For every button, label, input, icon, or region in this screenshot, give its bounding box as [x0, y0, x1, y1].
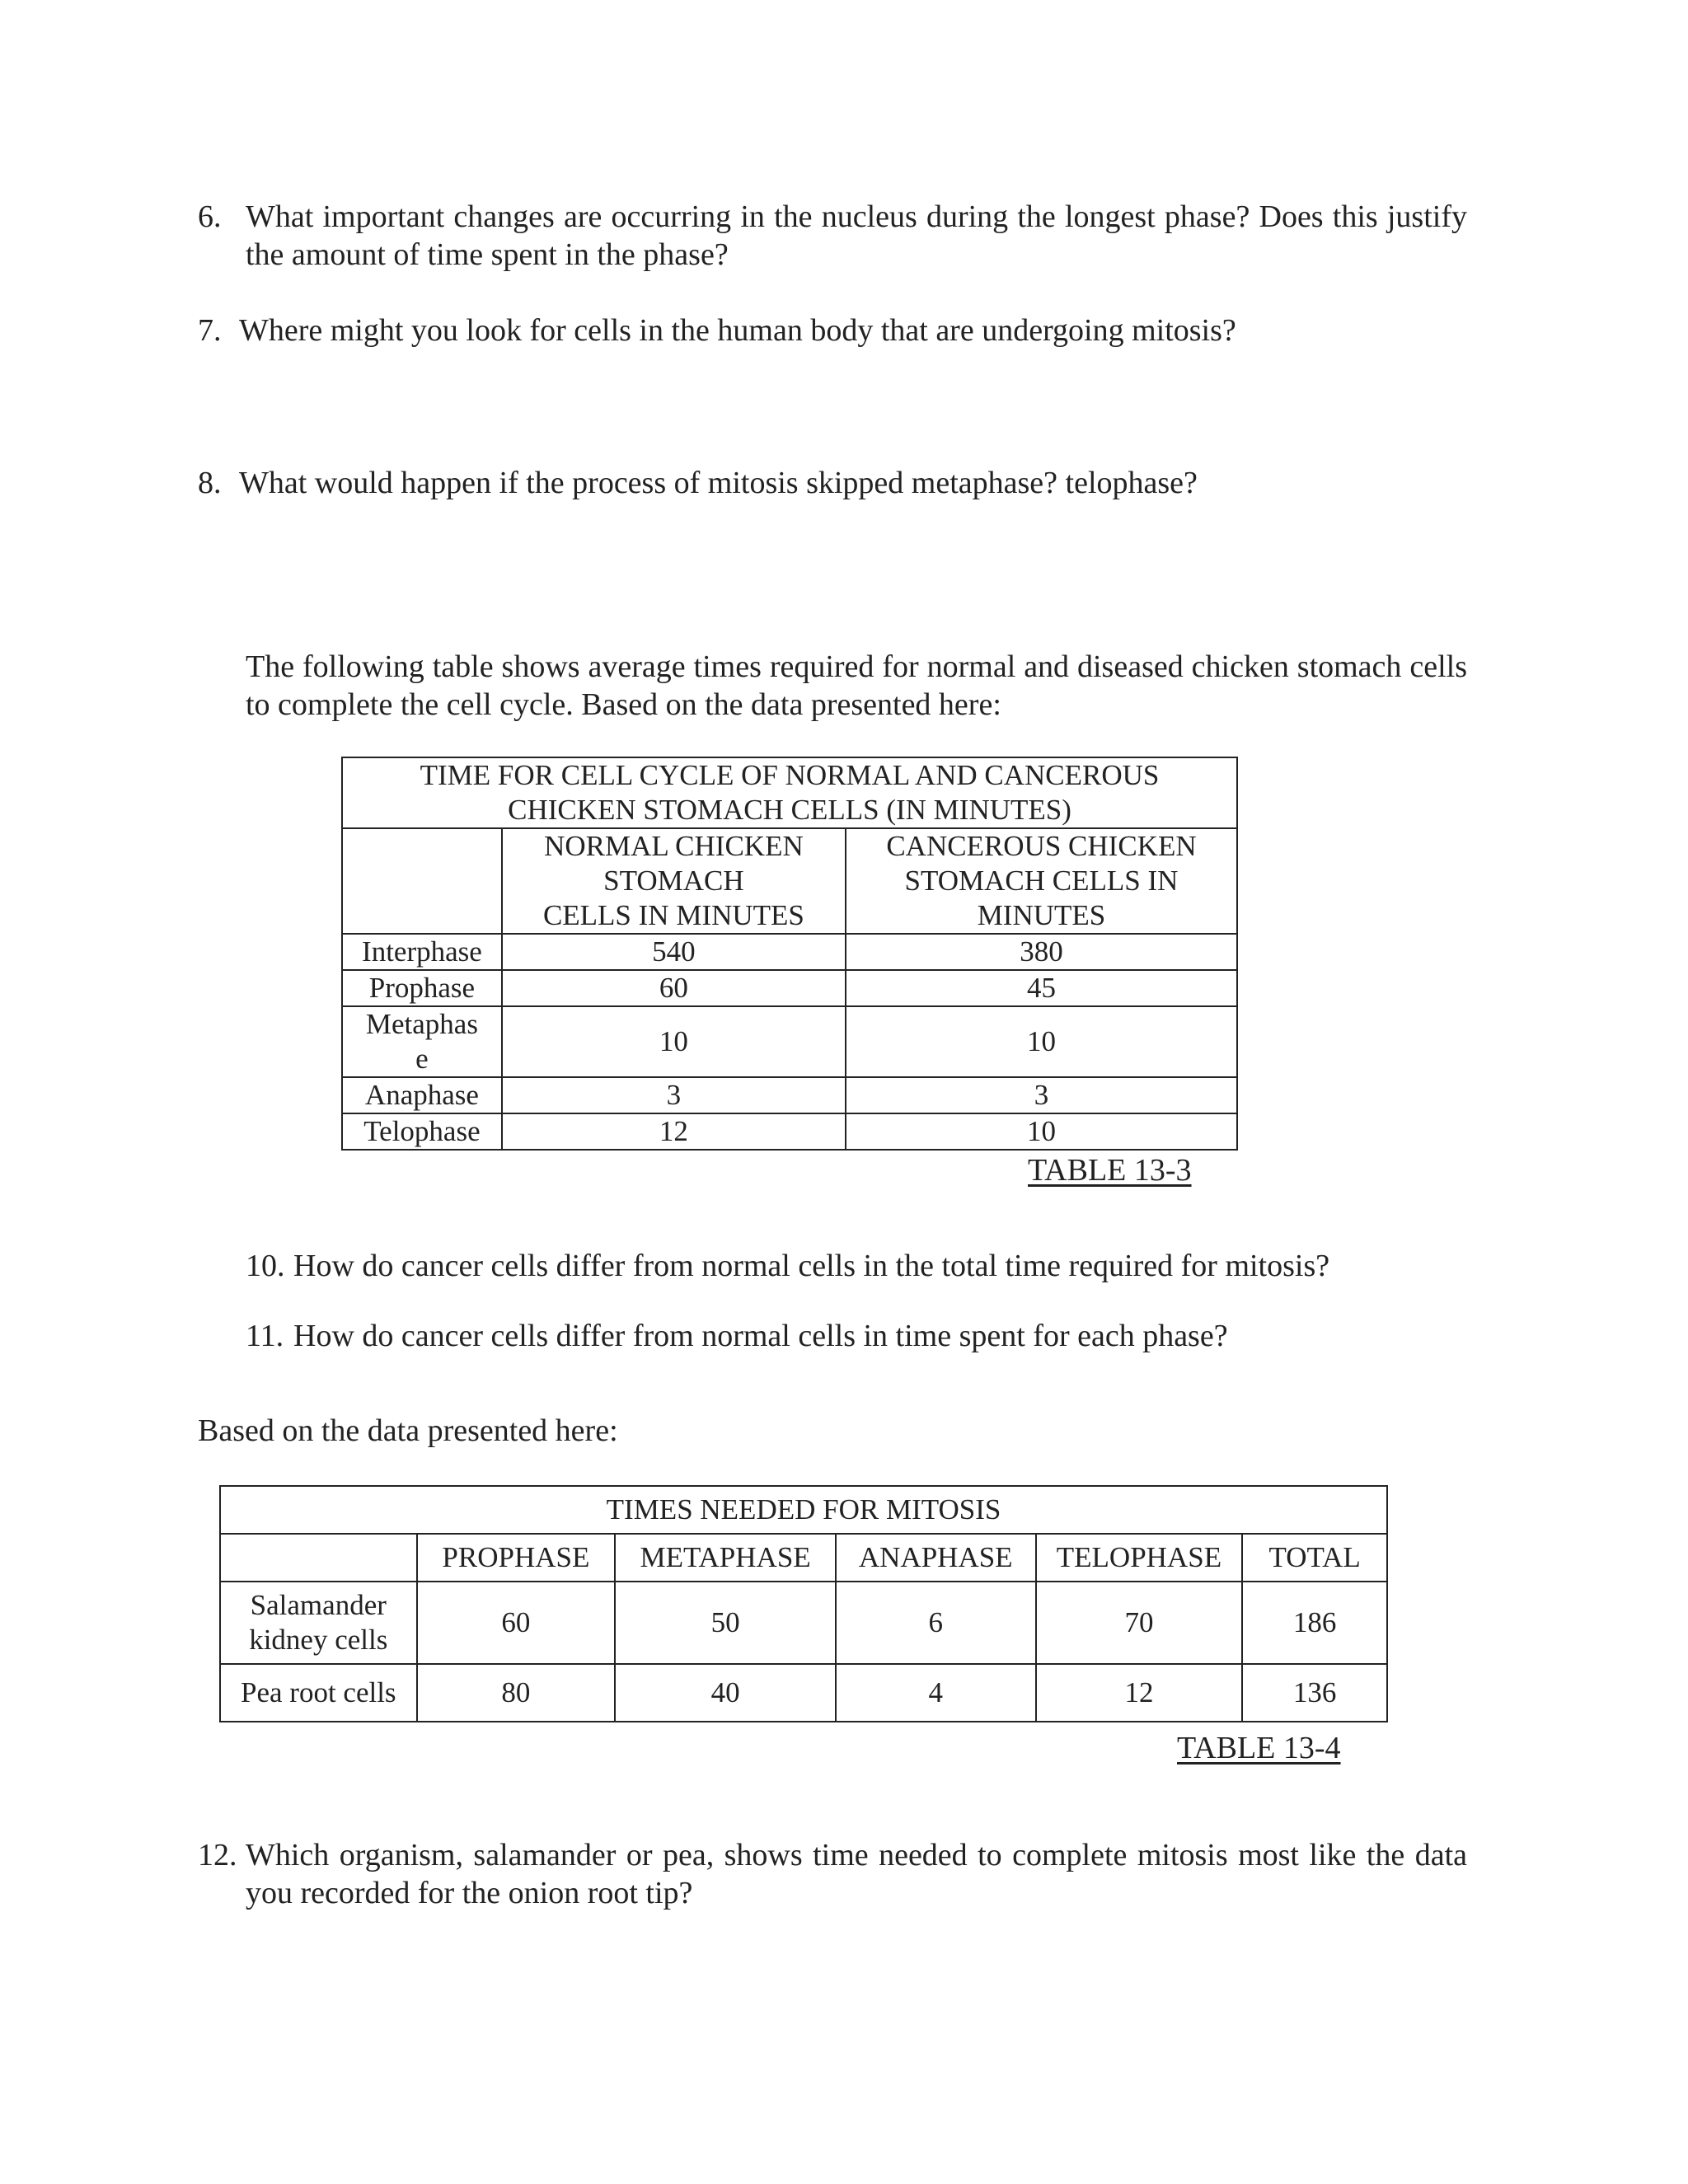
table1-phase-line1: Metaphas — [365, 1008, 478, 1040]
table1-title-row — [342, 757, 1237, 828]
table1-normal-cell: 3 — [502, 1077, 846, 1113]
table1-normal-cell: 60 — [502, 970, 846, 1006]
table2-header-metaphase: METAPHASE — [615, 1534, 836, 1582]
table-13-3 — [341, 757, 1238, 1151]
table-row — [342, 934, 1237, 970]
table1-title-line2: CHICKEN STOMACH CELLS (IN MINUTES) — [508, 794, 1071, 826]
question-6 — [198, 198, 1467, 274]
question-7-number: 7. — [198, 313, 222, 348]
table2-value-cell: 6 — [836, 1582, 1036, 1664]
question-8 — [198, 464, 1467, 502]
question-10-number: 10. — [246, 1249, 285, 1283]
table1-phase-cell: Telophase — [342, 1113, 502, 1150]
table1-header-normal — [502, 828, 846, 934]
table1-header-row — [342, 828, 1237, 934]
table2-value-cell: 60 — [417, 1582, 616, 1664]
table2-header-row — [220, 1534, 1387, 1582]
question-6-text: What important changes are occurring in the nucleus during the longest phase? Does this justify the amount of time spent in the phase? — [246, 199, 1467, 272]
table-13-4 — [219, 1485, 1388, 1722]
table-row — [220, 1664, 1387, 1722]
table1-cancer-cell: 10 — [846, 1113, 1237, 1150]
table2-intro: Based on the data presented here: — [198, 1413, 618, 1448]
table2-organism-cell: Pea root cells — [220, 1664, 417, 1722]
table2-value-cell: 50 — [615, 1582, 836, 1664]
question-11 — [246, 1317, 1467, 1355]
table1-header-cancer-line2: STOMACH CELLS IN — [904, 865, 1179, 897]
question-10-text: How do cancer cells differ from normal cells in the total time required for mitosis? — [293, 1249, 1330, 1283]
table1-phase-line2: e — [415, 1043, 429, 1075]
table2-header-blank — [220, 1534, 417, 1582]
table2-value-cell: 80 — [417, 1664, 616, 1722]
table2-header-telophase: TELOPHASE — [1036, 1534, 1243, 1582]
table2-value-cell: 70 — [1036, 1582, 1243, 1664]
table-row — [342, 1077, 1237, 1113]
table-13-4-caption: TABLE 13-4 — [1177, 1731, 1341, 1765]
question-11-number: 11. — [246, 1319, 284, 1353]
table1-cancer-cell: 380 — [846, 934, 1237, 970]
table1-header-blank — [342, 828, 502, 934]
table1-intro: The following table shows average times required for normal and diseased chicken stomach cells to complete the cell cycle. Based on the data presented here: — [246, 649, 1467, 722]
table1-header-cancer — [846, 828, 1237, 934]
table1-header-cancer-line3: MINUTES — [977, 899, 1106, 931]
table1-header-normal-line1: NORMAL CHICKEN — [544, 830, 804, 862]
table1-phase-cell: Anaphase — [342, 1077, 502, 1113]
table-row — [342, 1006, 1237, 1077]
table2-organism-line2: kidney cells — [249, 1624, 388, 1656]
table-13-3-caption: TABLE 13-3 — [1028, 1153, 1192, 1188]
table1-title — [342, 757, 1237, 828]
table2-title: TIMES NEEDED FOR MITOSIS — [220, 1486, 1387, 1534]
table1-normal-cell: 540 — [502, 934, 846, 970]
question-12 — [198, 1836, 1467, 1912]
question-8-number: 8. — [198, 466, 222, 500]
table1-phase-cell: Interphase — [342, 934, 502, 970]
table1-normal-cell: 12 — [502, 1113, 846, 1150]
table2-value-cell: 136 — [1242, 1664, 1387, 1722]
table1-title-line1: TIME FOR CELL CYCLE OF NORMAL AND CANCEROUS — [420, 759, 1160, 791]
question-10 — [246, 1247, 1467, 1285]
table1-header-normal-line2: STOMACH — [603, 865, 744, 897]
table1-cancer-cell: 10 — [846, 1006, 1237, 1077]
table1-header-cancer-line1: CANCEROUS CHICKEN — [886, 830, 1197, 862]
table2-header-prophase: PROPHASE — [417, 1534, 616, 1582]
question-11-text: How do cancer cells differ from normal cells in time spent for each phase? — [293, 1319, 1228, 1353]
question-7-text: Where might you look for cells in the human body that are undergoing mitosis? — [239, 313, 1236, 348]
table1-header-normal-line3: CELLS IN MINUTES — [542, 899, 804, 931]
table2-value-cell: 4 — [836, 1664, 1036, 1722]
question-8-text: What would happen if the process of mitosis skipped metaphase? telophase? — [239, 466, 1198, 500]
question-12-text: Which organism, salamander or pea, shows time needed to complete mitosis most like the data you recorded for the onion root tip? — [246, 1838, 1467, 1910]
table2-value-cell: 186 — [1242, 1582, 1387, 1664]
table2-value-cell: 40 — [615, 1664, 836, 1722]
table1-normal-cell: 10 — [502, 1006, 846, 1077]
table2-value-cell: 12 — [1036, 1664, 1243, 1722]
table-row — [342, 1113, 1237, 1150]
table2-header-anaphase: ANAPHASE — [836, 1534, 1036, 1582]
question-7 — [198, 312, 1467, 349]
table2-header-total: TOTAL — [1242, 1534, 1387, 1582]
table2-organism-cell — [220, 1582, 417, 1664]
table-row — [220, 1582, 1387, 1664]
table1-phase-cell: Prophase — [342, 970, 502, 1006]
question-6-number: 6. — [198, 199, 222, 234]
table-row — [342, 970, 1237, 1006]
table1-cancer-cell: 45 — [846, 970, 1237, 1006]
table2-title-row — [220, 1486, 1387, 1534]
table1-phase-cell — [342, 1006, 502, 1077]
table1-cancer-cell: 3 — [846, 1077, 1237, 1113]
question-12-number: 12. — [198, 1838, 237, 1872]
table2-organism-line1: Salamander — [250, 1589, 387, 1621]
